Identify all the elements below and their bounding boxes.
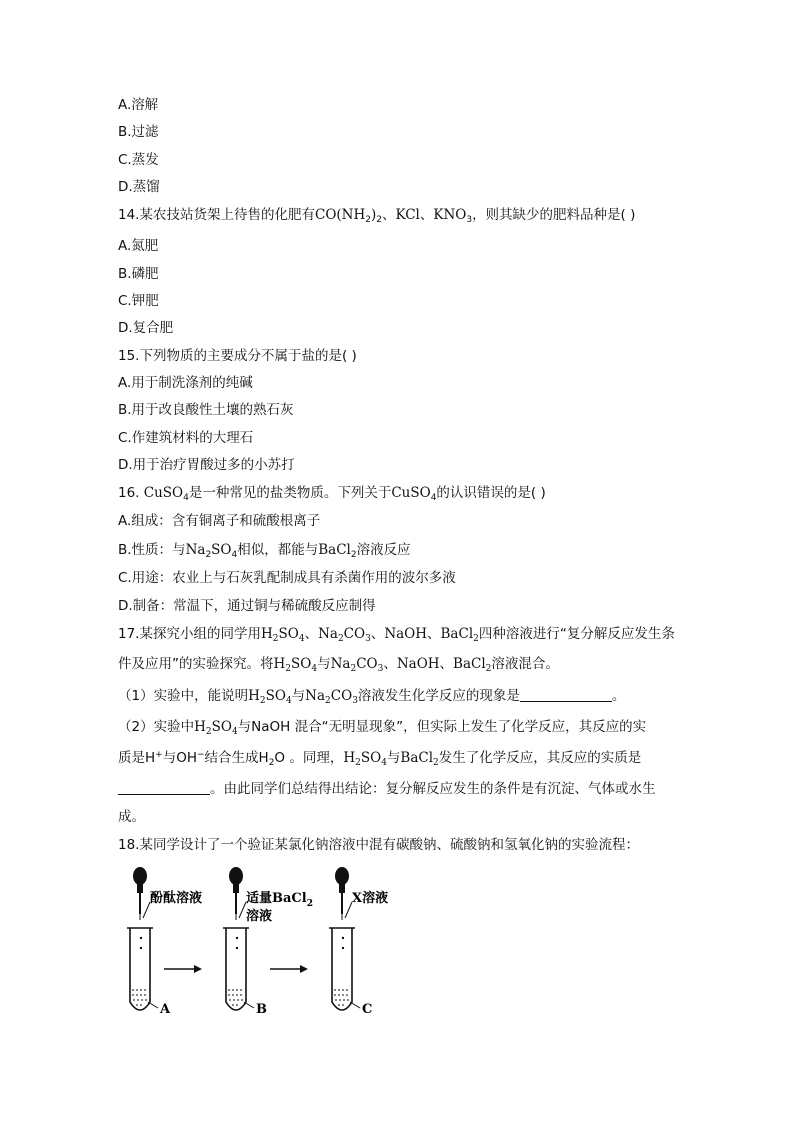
label-x-solution: X溶液 [352, 891, 389, 906]
test-tube-b-icon [223, 928, 254, 1010]
q14-stem: 14.某农技站货架上待售的化肥有$CO(NH_2)_2$、KCl、$KNO_3$，则其缺少的肥料品种是( ) [118, 207, 636, 225]
dropper-2-icon [229, 867, 243, 920]
q13-option-b: B.过滤 [118, 124, 159, 140]
q18-stem: 18.某同学设计了一个验证某氯化钠溶液中混有碳酸钠、硫酸钠和氢氧化钠的实验流程： [118, 837, 639, 853]
dropper-1-icon [133, 867, 147, 920]
q15-option-a: A.用于制洗涤剂的纯碱 [118, 375, 253, 391]
q14-option-c: C.钾肥 [118, 293, 159, 309]
q13-option-a: A.溶解 [118, 97, 159, 113]
q17-sub-2-line-4: 成。 [118, 809, 145, 825]
q14-option-a: A.氮肥 [118, 238, 159, 254]
q15-option-d: D.用于治疗胃酸过多的小苏打 [118, 457, 295, 473]
q13-option-d: D.蒸馏 [118, 179, 160, 195]
test-tube-c-icon [329, 928, 360, 1010]
answer-blank-2[interactable] [118, 780, 210, 795]
q16-option-a: A.组成：含有铜离子和硫酸根离子 [118, 513, 321, 529]
experiment-diagram [118, 862, 418, 1022]
q17-sub-2: （2）实验中$H_2SO_4$与NaOH 混合“无明显现象”，但实际上发生了化学反应，其反应的实 [118, 719, 647, 737]
dropper-3-icon [335, 867, 349, 920]
q16-option-d: D.制备：常温下，通过铜与稀硫酸反应制得 [118, 598, 376, 614]
q17-line-2: 件及应用”的实验探究。将$H_2SO_4$与$Na_2CO_3$、NaOH、BaCl$_2$溶液混合。 [118, 656, 559, 674]
answer-blank-1[interactable] [520, 687, 612, 702]
q17-sub-2-line-3: 。由此同学们总结得出结论：复分解反应发生的条件是有沉淀、气体或水生 [118, 779, 656, 799]
q15-option-c: C.作建筑材料的大理石 [118, 430, 254, 446]
q17-line-1: 17.某探究小组的同学用$H_2SO_4$、$Na_2CO_3$、NaOH、BaCl$_2$四种溶液进行“复分解反应发生条 [118, 626, 675, 644]
q14-option-b: B.磷肥 [118, 266, 159, 282]
label-solution: 溶液 [246, 909, 273, 924]
label-phenolphthalein: 酚酞溶液 [150, 891, 203, 906]
q17-sub-2-line-2: 质是H+与OH−结合生成$H_2O$ 。同理，$H_2SO_4$与BaCl$_2$发生了化学反应，其反应的实质是 [118, 750, 642, 768]
experiment-diagram-svg [118, 862, 418, 1022]
q14-option-d: D.复合肥 [118, 320, 174, 336]
q16-stem: 16. CuSO$_4$是一种常见的盐类物质。下列关于CuSO$_4$的认识错误的是( ) [118, 485, 546, 503]
q15-stem: 15.下列物质的主要成分不属于盐的是( ) [118, 348, 357, 364]
q15-option-b: B.用于改良酸性土壤的熟石灰 [118, 402, 294, 418]
q16-option-c: C.用途：农业上与石灰乳配制成具有杀菌作用的波尔多液 [118, 570, 456, 586]
tube-label-a: A [160, 1002, 171, 1017]
q17-sub-1: （1）实验中，能说明$H_2SO_4$与$Na_2CO_3$溶液发生化学反应的现象是 。 [118, 688, 626, 706]
arrow-right-icon [164, 965, 202, 973]
q16-option-b: B.性质：与$Na_2SO_4$相似，都能与BaCl$_2$溶液反应 [118, 542, 411, 560]
arrow-right-icon [270, 965, 308, 973]
label-bacl2: 适量BaCl$_2$ [246, 891, 313, 909]
test-tube-a-icon [127, 928, 158, 1010]
tube-label-c: C [362, 1002, 373, 1017]
q13-option-c: C.蒸发 [118, 152, 159, 168]
tube-label-b: B [256, 1002, 267, 1017]
